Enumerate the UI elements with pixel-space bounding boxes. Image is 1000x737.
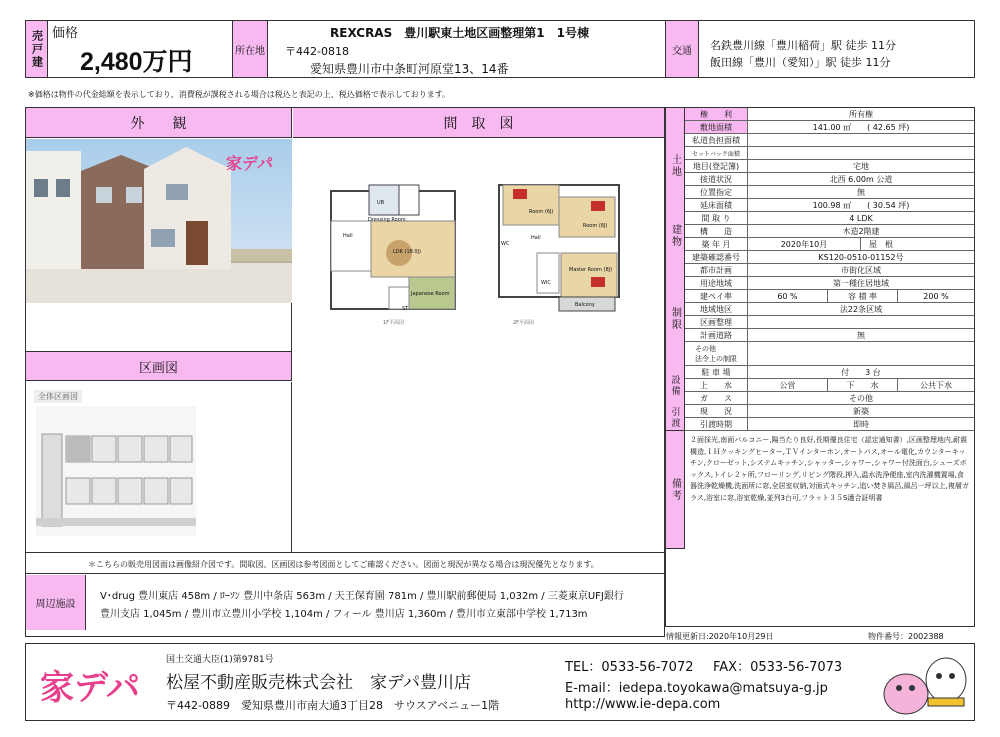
floorplan-2f	[493, 181, 623, 341]
exterior-blank	[26, 303, 292, 351]
district-label: 地域地区	[685, 303, 748, 315]
gas-label: ガ ス	[685, 392, 748, 404]
property-name: REXCRAS 豊川駅東土地区画整理第1 1号棟	[330, 26, 589, 40]
gas-value: その他	[849, 393, 873, 403]
nearby-line-2: 豊川支店 1,045m / 豊川市立豊川小学校 1,104m / フィール 豊川店 1,360m / 豊川市立東部中学校 1,713m	[100, 609, 588, 620]
room-2f-wc: WC	[501, 241, 510, 247]
tel: TEL：0533-56-7072	[565, 660, 694, 675]
exterior-heading: 外 観	[26, 108, 292, 138]
sewer-label: 下 水	[828, 379, 898, 391]
permit-label: 建築確認番号	[685, 251, 748, 263]
mascot-illustration	[880, 650, 970, 718]
lot-area-label: 敷地面積	[685, 121, 748, 133]
far-value: 200 %	[923, 291, 949, 301]
built-label: 築 年 月	[685, 238, 748, 250]
sewer-value: 公共下水	[920, 380, 952, 390]
remarks-section: 備考	[666, 431, 685, 549]
planned-road-label: 計画道路	[685, 329, 748, 341]
sale-type-label: 売戸建	[26, 21, 48, 77]
zoning-value: 第一種住居地域	[833, 278, 889, 288]
water-value: 公営	[748, 379, 828, 391]
layout-value: 4 LDK	[849, 213, 873, 223]
company-address: 〒442-0889 愛知県豊川市南大通3丁目28 サウスアベニュー1階	[166, 699, 500, 712]
room-1f-st: ST	[402, 306, 409, 312]
category-label: 地目(登記簿)	[685, 160, 748, 172]
lot-map-drawing	[36, 406, 196, 536]
layout-label: 間 取 り	[685, 212, 748, 224]
bcr-value: 60 %	[748, 290, 828, 302]
room-1f-ub: UB	[377, 200, 385, 206]
image-note: ＊こちらの販売用図面は画像紹介図です。間取図、区画図は参考図面としてご確認ください。図面と現況が異なる場合は現況優先となります。	[88, 560, 599, 569]
handover-section: 引渡	[666, 405, 685, 431]
location-designation-label: 位置指定	[685, 186, 748, 198]
roof-label: 屋 根	[869, 239, 893, 249]
email-link[interactable]: E-mail：iedepa.toyokawa@matsuya-g.jp	[565, 681, 828, 696]
floorplan-heading: 間 取 図	[293, 108, 664, 138]
remarks-text: ２面採光,南面バルコニー,陽当たり良好,長期優良住宅（認定通知書）,区画整理地内,耐震構造,ＩＨクッキングヒーター,ＴＶインターホン,オートバス,オール電化,カウンターキッチン,クローゼット,システムキッチン,シャッター,シャワー,シャワー付洗面台,シューズボックス,トイレ２ヶ所,フローリング,リビング階段,押入,温水洗浄便座,室内洗濯機置場,食器洗浄乾燥機,洗面所に窓,全居室収納,対面式キッチン,追い焚き風呂,風呂一坪以上,複層ガラス,浴室に窓,浴室乾燥,並列3台可,フラット３５S適合証明書	[690, 436, 969, 502]
room-1f-ldk: LDK (18.0J)	[393, 249, 422, 255]
other-restrictions-label: その他 法令上の制限	[685, 342, 748, 365]
postal-code: 〒442-0818	[285, 45, 349, 58]
category-value: 宅地	[853, 161, 869, 171]
property-number: 物件番号：2002388	[868, 632, 944, 641]
access-value: 北西 6.00m 公道	[829, 174, 893, 184]
room-1f-japanese: Japanese Room	[411, 291, 450, 297]
facility-section: 設備	[666, 366, 685, 406]
structure-value: 木造2階建	[842, 226, 880, 236]
tax-note: ※価格は物件の代金総額を表示しており、消費税が課税される場合は税込と表記の上、税込価格で表示しております。	[28, 90, 451, 99]
built-value: 2020年10月	[748, 238, 861, 250]
lot-area-value: 141.00 ㎡ ( 42.65 坪)	[812, 122, 910, 132]
company-name: 松屋不動産販売株式会社 家デパ豊川店	[166, 673, 471, 693]
far-label: 容 積 率	[828, 290, 898, 302]
rights-label: 権 利	[685, 108, 748, 120]
info-updated: 情報更新日:2020年10月29日	[666, 632, 774, 641]
status-label: 現 況	[685, 405, 748, 417]
parking-value: 付 3 台	[841, 367, 881, 377]
license-number: 国土交通大臣(1)第9781号	[166, 655, 274, 665]
traffic-label: 交通	[665, 21, 699, 77]
caption-1f: 1F平面図	[383, 320, 405, 326]
room-1f-hall: Hall	[343, 233, 353, 239]
room-1f-dressing: Dressing Room	[368, 217, 406, 223]
location-label: 所在地	[232, 21, 268, 77]
exterior-photo	[26, 139, 292, 303]
rights-value: 所有権	[849, 109, 873, 119]
readjust-label: 区画整理	[685, 316, 748, 328]
lot-map	[26, 382, 292, 552]
timing-value: 即時	[853, 419, 869, 429]
room-2f-room-1: Room (6J)	[529, 209, 554, 215]
status-value: 新築	[853, 406, 869, 416]
permit-value: KS120-0510-01152号	[818, 252, 904, 262]
address: 愛知県豊川市中条町河原堂13、14番	[310, 62, 509, 76]
setback-label: セットバック面積	[685, 147, 748, 159]
floor-area-label: 延床面積	[685, 199, 748, 211]
structure-label: 構 造	[685, 225, 748, 237]
nearby-label: 周辺施設	[26, 575, 86, 630]
room-2f-hall: Hall	[531, 235, 541, 241]
price-value: 2,480万円	[80, 48, 193, 76]
floor-area-value: 100.98 ㎡ ( 30.54 坪)	[812, 200, 910, 210]
lot-map-title: 全体区画図	[34, 390, 82, 403]
room-2f-master: Master Room (8J)	[569, 267, 613, 273]
caption-2f: 2F平面図	[513, 320, 535, 326]
room-2f-wic: WIC	[541, 280, 551, 286]
footer-logo: 家デパ	[40, 668, 140, 708]
traffic-line-1: 名鉄豊川線「豊川稲荷」駅 徒歩 11分	[710, 39, 896, 52]
water-label: 上 水	[685, 379, 748, 391]
floorplan-area	[293, 139, 664, 552]
fax: FAX：0533-56-7073	[713, 660, 843, 675]
price-label: 価格	[52, 26, 79, 41]
traffic-line-2: 飯田線「豊川（愛知）」駅 徒歩 11分	[710, 56, 891, 69]
district-value: 法22条区域	[839, 304, 883, 314]
building-section: 建物	[666, 199, 685, 274]
restriction-section: 制限	[666, 264, 685, 374]
parking-label: 駐 車 場	[685, 366, 748, 378]
zoning-label: 用途地域	[685, 277, 748, 289]
nearby-line-1: V･drug 豊川東店 458m / ﾛｰｿﾝ 豊川中条店 563m / 天王保育園 781m / 豊川駅前郵便局 1,032m / 三菱東京UFJ銀行	[100, 591, 624, 602]
private-road-label: 私道負担面積	[685, 134, 748, 146]
website-link[interactable]: http://www.ie-depa.com	[565, 697, 721, 712]
photo-logo: 家デパ	[226, 154, 274, 173]
bcr-label: 建ペイ率	[685, 290, 748, 302]
timing-label: 引渡時期	[685, 418, 748, 430]
city-plan-value: 市街化区域	[841, 265, 881, 275]
location-designation-value: 無	[857, 187, 865, 197]
planned-road-value: 無	[857, 330, 865, 340]
access-label: 接道状況	[685, 173, 748, 185]
room-2f-balcony: Balcony	[575, 302, 595, 308]
city-plan-label: 都市計画	[685, 264, 748, 276]
room-2f-room-2: Room (6J)	[583, 223, 608, 229]
land-section: 土地	[666, 108, 685, 225]
spec-table	[665, 107, 975, 627]
lot-map-heading: 区画図	[26, 351, 292, 381]
